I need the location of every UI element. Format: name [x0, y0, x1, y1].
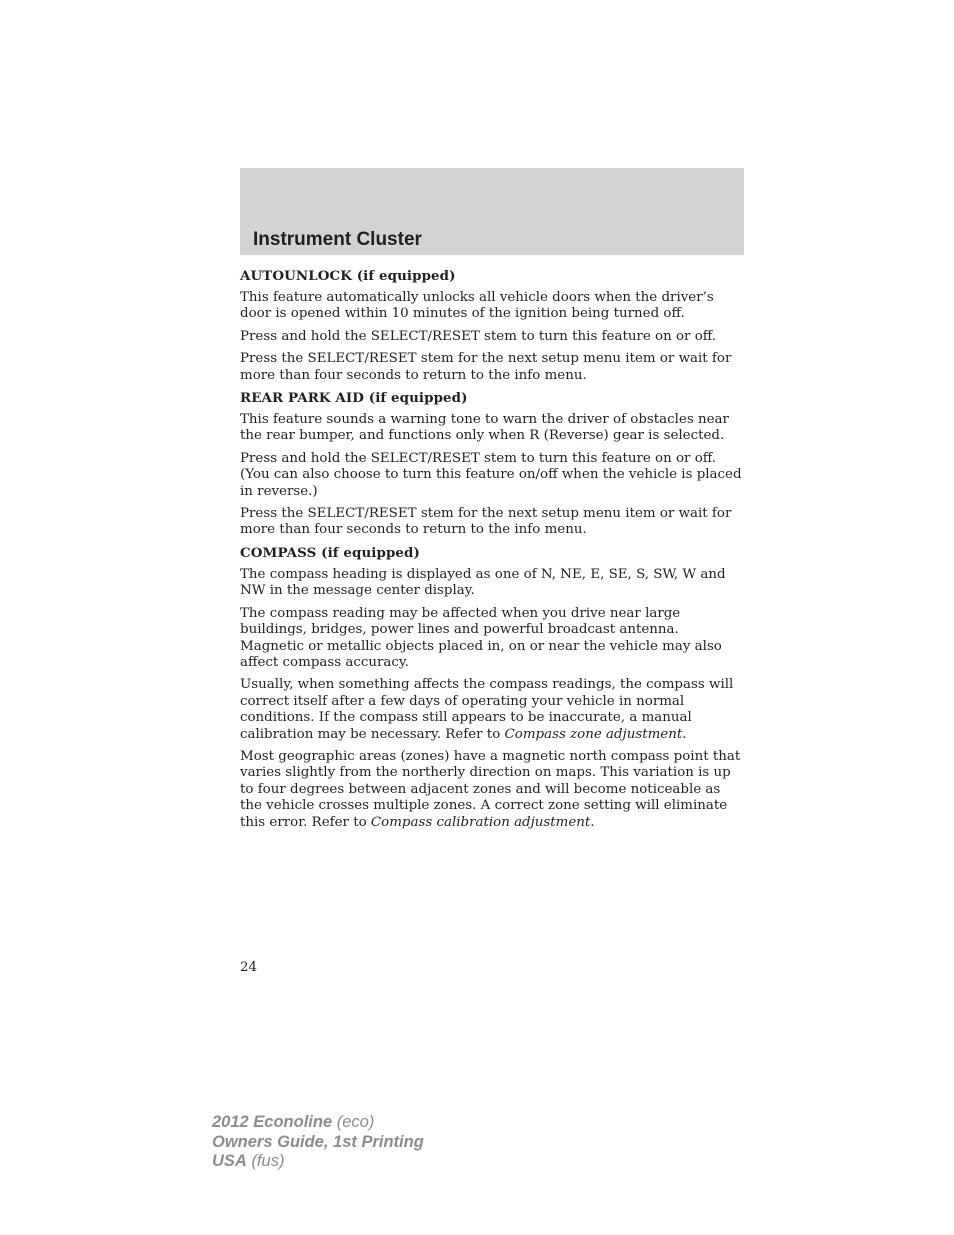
footer-model-code: (eco)	[336, 1113, 375, 1131]
paragraph: Press the SELECT/RESET stem for the next setup menu item or wait for more than four seconds to return to the info menu.	[240, 351, 732, 383]
main-content	[240, 268, 744, 837]
paragraph: This feature automatically unlocks all vehicle doors when the driver’s door is opened within 10 minutes of the ignition being turned off.	[240, 290, 714, 322]
paragraph	[240, 749, 744, 831]
section-heading-rear-park-aid: REAR PARK AID (if equipped)	[240, 390, 468, 407]
section-heading-autounlock: AUTOUNLOCK (if equipped)	[240, 268, 456, 284]
paragraph-text: Usually, when something affects the compass readings, the compass will correct itself after a few days of operating your vehicle in normal conditions. If the compass still appears to be inaccurate, a manual calibration may be necessary. Refer to	[240, 677, 734, 742]
page-number: 24	[240, 960, 258, 975]
document-footer	[212, 1113, 424, 1172]
paragraph: Press and hold the SELECT/RESET stem to turn this feature on or off.	[240, 328, 717, 344]
paragraph: This feature sounds a warning tone to warn the driver of obstacles near the rear bumper, and functions only when R (Reverse) gear is selected.	[240, 412, 729, 444]
paragraph-punctuation: .	[590, 814, 595, 830]
paragraph: The compass reading may be affected when you drive near large buildings, bridges, power lines and powerful broadcast antenna. Magnetic or metallic objects placed in, on or near the vehicle may also affect compass accuracy.	[240, 605, 722, 670]
footer-region-code: (fus)	[251, 1152, 285, 1170]
paragraph: Press and hold the SELECT/RESET stem to turn this feature on or off. (You can also choose to turn this feature on/off when the vehicle is placed in reverse.)	[240, 450, 742, 499]
section-heading-compass: COMPASS (if equipped)	[240, 544, 420, 561]
cross-reference-compass-calibration-adjustment: Compass calibration adjustment	[370, 814, 591, 830]
footer-line-region	[212, 1152, 424, 1172]
page-title: Instrument Cluster	[253, 229, 422, 250]
section-header-band	[240, 168, 744, 255]
cross-reference-compass-zone-adjustment: Compass zone adjustment	[504, 726, 683, 742]
paragraph: Press the SELECT/RESET stem for the next setup menu item or wait for more than four seconds to return to the info menu.	[240, 506, 732, 538]
footer-line-model	[212, 1113, 424, 1133]
footer-guide: Owners Guide, 1st Printing	[212, 1132, 424, 1151]
footer-region: USA	[212, 1152, 247, 1170]
paragraph: The compass heading is displayed as one of N, NE, E, SE, S, SW, W and NW in the message center display.	[240, 566, 726, 599]
paragraph-punctuation: .	[682, 726, 687, 742]
footer-line-guide	[212, 1133, 424, 1153]
paragraph-text: Most geographic areas (zones) have a magnetic north compass point that varies slightly from the northerly direction on maps. This variation is up to four degrees between adjacent zones and will become noticeable as the vehicle crosses multiple zones. A correct zone setting will eliminate this error. Refer to	[240, 748, 741, 830]
footer-model: 2012 Econoline	[212, 1113, 333, 1131]
paragraph	[240, 677, 744, 743]
